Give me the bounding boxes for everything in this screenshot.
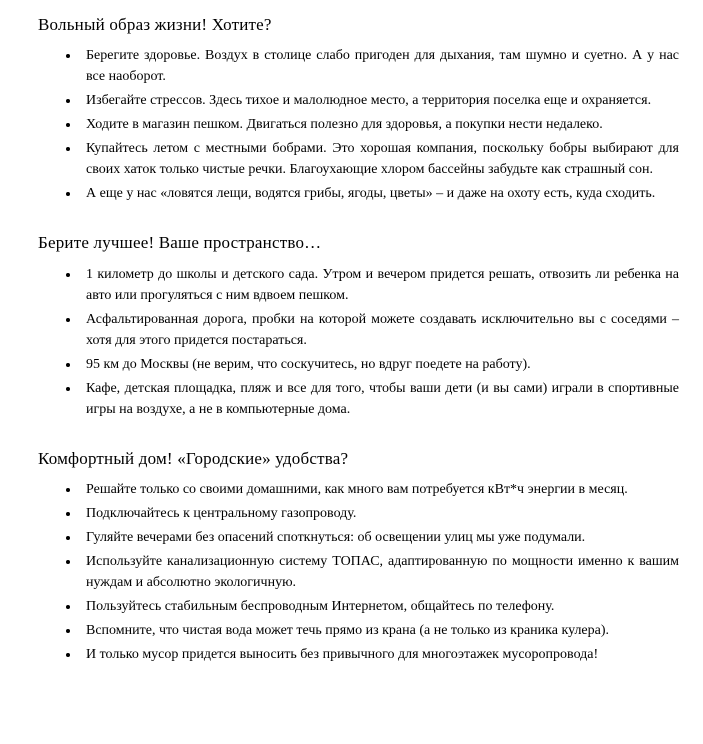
section-heading: Комфортный дом! «Городские» удобства? xyxy=(38,448,349,468)
bullet-item: • Кафе, детская площадка, пляж и все для того, чтобы ваши дети (и вы сами) играли в спортивные игры на воздухе, а не в компьютерные дома. xyxy=(80,378,679,420)
section-heading: Берите лучшее! Ваше пространство… xyxy=(38,233,322,253)
bullet-item: • 95 км до Москвы (не верим, что соскучитесь, но вдруг поедете на работу). xyxy=(80,354,679,375)
bullet-item: • Подключайтесь к центральному газопроводу. xyxy=(80,503,679,524)
bullet-list xyxy=(38,45,679,204)
bullet-item: • Пользуйтесь стабильным беспроводным Интернетом, общайтесь по телефону. xyxy=(80,596,679,617)
bullet-item: • Используйте канализационную систему ТОПАС, адаптированную по мощности именно к вашим нуждам и абсолютно экологичную. xyxy=(80,551,679,593)
bullet-item: • А еще у нас «ловятся лещи, водятся грибы, ягоды, цветы» – и даже на охоту есть, куда сходить. xyxy=(80,183,679,204)
section-your-space xyxy=(38,232,679,419)
bullet-item: • Гуляйте вечерами без опасений споткнуться: об освещении улиц мы уже подумали. xyxy=(80,527,679,548)
bullet-list xyxy=(38,264,679,420)
section-comfort-home xyxy=(38,448,679,665)
bullet-item: • Избегайте стрессов. Здесь тихое и малолюдное место, а территория поселка еще и охраняется. xyxy=(80,90,679,111)
section-free-lifestyle xyxy=(38,14,679,204)
bullet-item: • Берегите здоровье. Воздух в столице слабо пригоден для дыхания, там шумно и суетно. А у нас все наоборот. xyxy=(80,45,679,87)
bullet-item: • И только мусор придется выносить без привычного для многоэтажек мусоропровода! xyxy=(80,644,679,665)
section-heading: Вольный образ жизни! Хотите? xyxy=(38,15,272,34)
bullet-item: • 1 километр до школы и детского сада. Утром и вечером придется решать, отвозить ли ребенка на авто или прогуляться с ним вдвоем пешком. xyxy=(80,264,679,306)
bullet-item: • Асфальтированная дорога, пробки на которой можете создавать исключительно вы с соседями – хотя для этого придется постараться. xyxy=(80,309,679,351)
bullet-item: • Вспомните, что чистая вода может течь прямо из крана (а не только из краника кулера). xyxy=(80,620,679,641)
bullet-list xyxy=(38,479,679,665)
bullet-item: • Решайте только со своими домашними, как много вам потребуется кВт*ч энергии в месяц. xyxy=(80,479,679,500)
bullet-item: • Купайтесь летом с местными бобрами. Это хорошая компания, поскольку бобры выбирают для своих хаток только чистые речки. Благоухающие хлором бассейны забудьте как страшный сон. xyxy=(80,138,679,180)
bullet-item: • Ходите в магазин пешком. Двигаться полезно для здоровья, а покупки нести недалеко. xyxy=(80,114,679,135)
